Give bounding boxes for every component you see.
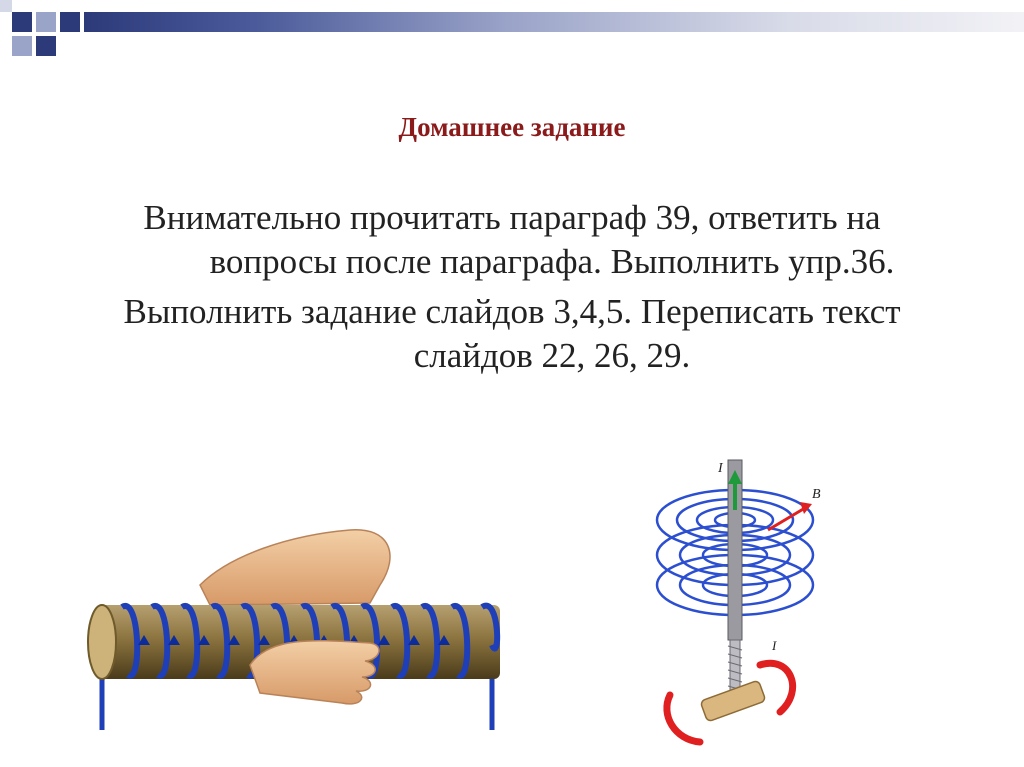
- hand-shape: [200, 530, 390, 605]
- current-label: I: [718, 461, 723, 476]
- paragraph-2-line-1: Выполнить задание слайдов 3,4,5. Переписать текст: [123, 292, 901, 331]
- slide-title: Домашнее задание: [398, 112, 626, 142]
- paragraph-1-line-1: Внимательно прочитать параграф 39, ответить на: [143, 198, 881, 237]
- corner-square-decoration: [12, 36, 32, 56]
- magnetic-field-of-straight-wire-illustration: [640, 450, 840, 750]
- lower-current-label: I: [772, 638, 777, 653]
- corner-square-decoration: [36, 12, 56, 32]
- corner-square-decoration: [12, 12, 32, 32]
- homework-paragraph-2: [0, 290, 1024, 378]
- homework-paragraph-1: [0, 196, 1024, 284]
- hand-gripping-coil-illustration: [80, 515, 530, 740]
- corner-square-decoration: [0, 0, 12, 12]
- corner-square-decoration: [60, 12, 80, 32]
- field-vector-label: B: [812, 487, 821, 502]
- paragraph-2-line-2: слайдов 22, 26, 29.: [413, 336, 691, 375]
- header-gradient-bar: [84, 12, 1024, 32]
- fingers-shape: [250, 641, 379, 704]
- paragraph-1-line-2: вопросы после параграфа. Выполнить упр.36.: [209, 242, 895, 281]
- corner-square-decoration: [36, 36, 56, 56]
